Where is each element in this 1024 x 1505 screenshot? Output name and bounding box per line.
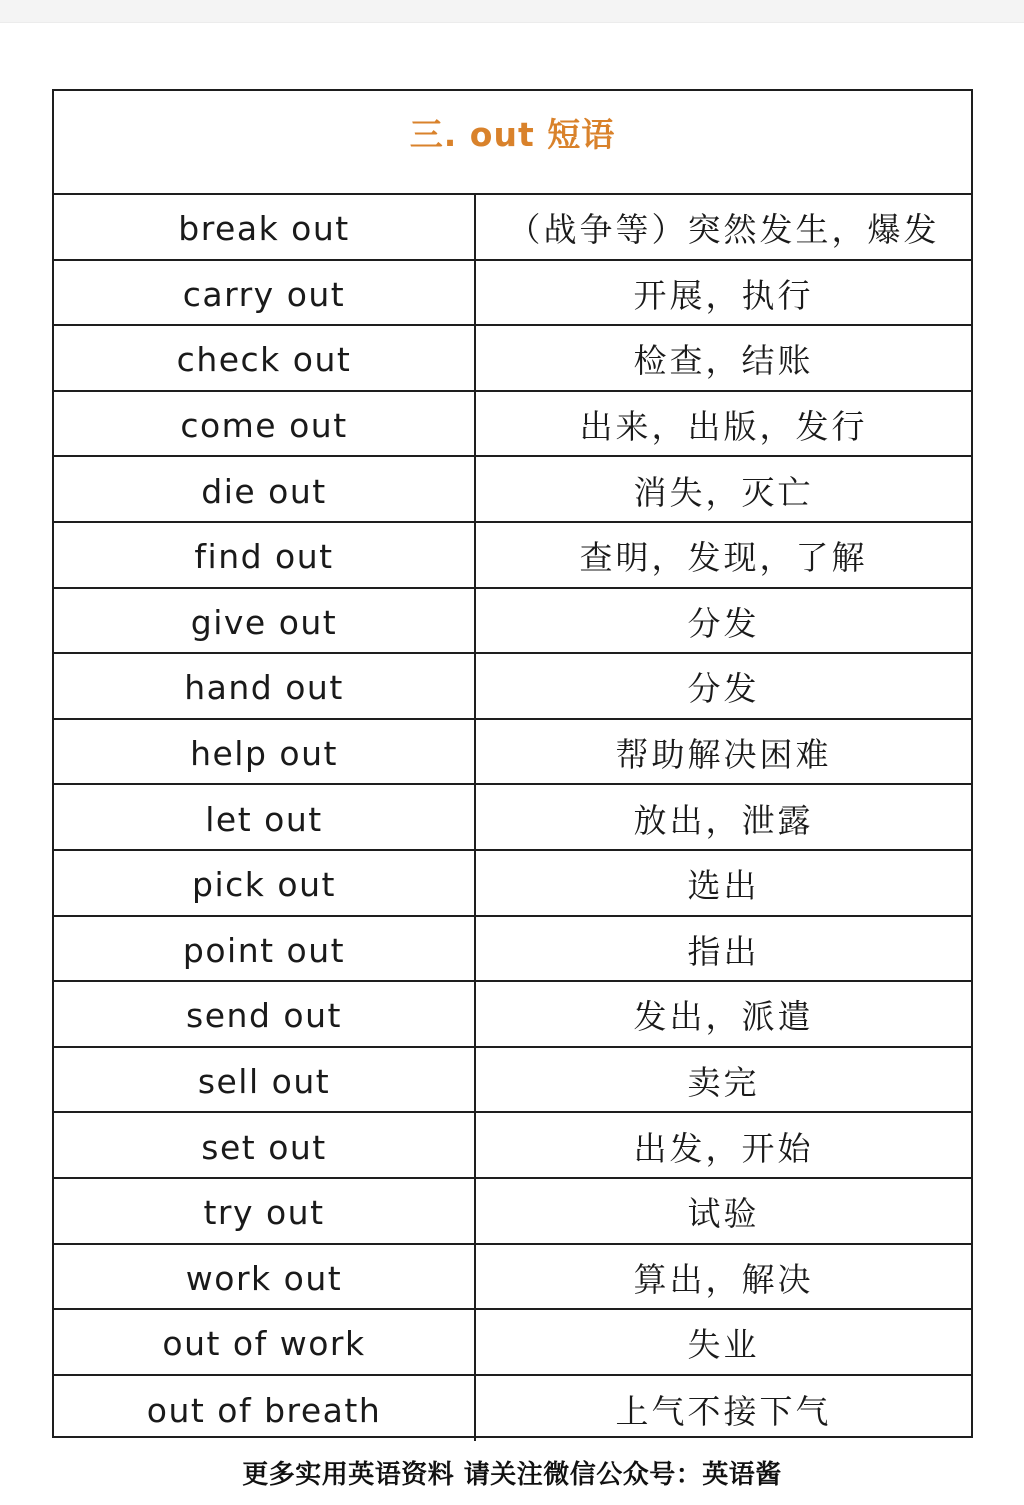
phrase-cell: carry out — [54, 261, 476, 325]
phrase-cell: let out — [54, 785, 476, 849]
phrase-cell: point out — [54, 917, 476, 981]
meaning-cell: 出来，出版，发行 — [579, 407, 868, 447]
table-row — [54, 1048, 971, 1114]
phrase-cell: out of work — [54, 1310, 476, 1374]
meaning-cell: 查明，发现，了解 — [579, 538, 868, 578]
phrase-cell: send out — [54, 982, 476, 1046]
phrase-cell: hand out — [54, 654, 476, 718]
meaning-cell: 失业 — [687, 1325, 760, 1365]
footer-note: 更多实用英语资料 请关注微信公众号：英语酱 — [242, 1460, 782, 1490]
table-row — [54, 1245, 971, 1311]
table-row — [54, 589, 971, 655]
phrase-cell: give out — [54, 589, 476, 653]
phrase-cell: work out — [54, 1245, 476, 1309]
meaning-cell: 帮助解决困难 — [615, 735, 832, 775]
table-row — [54, 654, 971, 720]
table-row — [54, 523, 971, 589]
meaning-cell: 选出 — [687, 866, 760, 906]
table-row — [54, 392, 971, 458]
meaning-cell: 检查，结账 — [633, 341, 814, 381]
table-body — [54, 195, 971, 1441]
meaning-cell: 试验 — [687, 1194, 760, 1234]
table-row — [54, 720, 971, 786]
meaning-cell: 指出 — [687, 931, 760, 971]
phrase-table — [52, 89, 973, 1438]
table-row — [54, 195, 971, 261]
table-row — [54, 917, 971, 983]
phrase-cell: die out — [54, 457, 476, 521]
table-row — [54, 982, 971, 1048]
phrase-cell: check out — [54, 326, 476, 390]
table-row — [54, 457, 971, 523]
table-row — [54, 1113, 971, 1179]
phrase-cell: try out — [54, 1179, 476, 1243]
meaning-cell: 卖完 — [687, 1063, 760, 1103]
table-title-row — [54, 91, 971, 195]
table-row — [54, 851, 971, 917]
meaning-cell: 分发 — [687, 603, 760, 643]
table-row — [54, 326, 971, 392]
meaning-cell: （战争等）突然发生，爆发 — [507, 210, 940, 250]
meaning-cell: 上气不接下气 — [615, 1391, 832, 1431]
table-row — [54, 1310, 971, 1376]
phrase-cell: out of breath — [54, 1376, 476, 1442]
table-title: 三. out 短语 — [409, 115, 616, 154]
meaning-cell: 放出，泄露 — [633, 800, 814, 840]
table-row — [54, 261, 971, 327]
phrase-cell: help out — [54, 720, 476, 784]
meaning-cell: 出发，开始 — [633, 1128, 814, 1168]
meaning-cell: 消失，灭亡 — [633, 472, 814, 512]
phrase-cell: set out — [54, 1113, 476, 1177]
meaning-cell: 算出，解决 — [633, 1259, 814, 1299]
table-row — [54, 1179, 971, 1245]
phrase-cell: find out — [54, 523, 476, 587]
phrase-cell: sell out — [54, 1048, 476, 1112]
phrase-cell: pick out — [54, 851, 476, 915]
meaning-cell: 分发 — [687, 669, 760, 709]
meaning-cell: 发出，派遣 — [633, 997, 814, 1037]
table-row — [54, 1376, 971, 1442]
top-strip — [0, 0, 1024, 23]
meaning-cell: 开展，执行 — [633, 275, 814, 315]
phrase-cell: come out — [54, 392, 476, 456]
table-row — [54, 785, 971, 851]
phrase-cell: break out — [54, 195, 476, 259]
